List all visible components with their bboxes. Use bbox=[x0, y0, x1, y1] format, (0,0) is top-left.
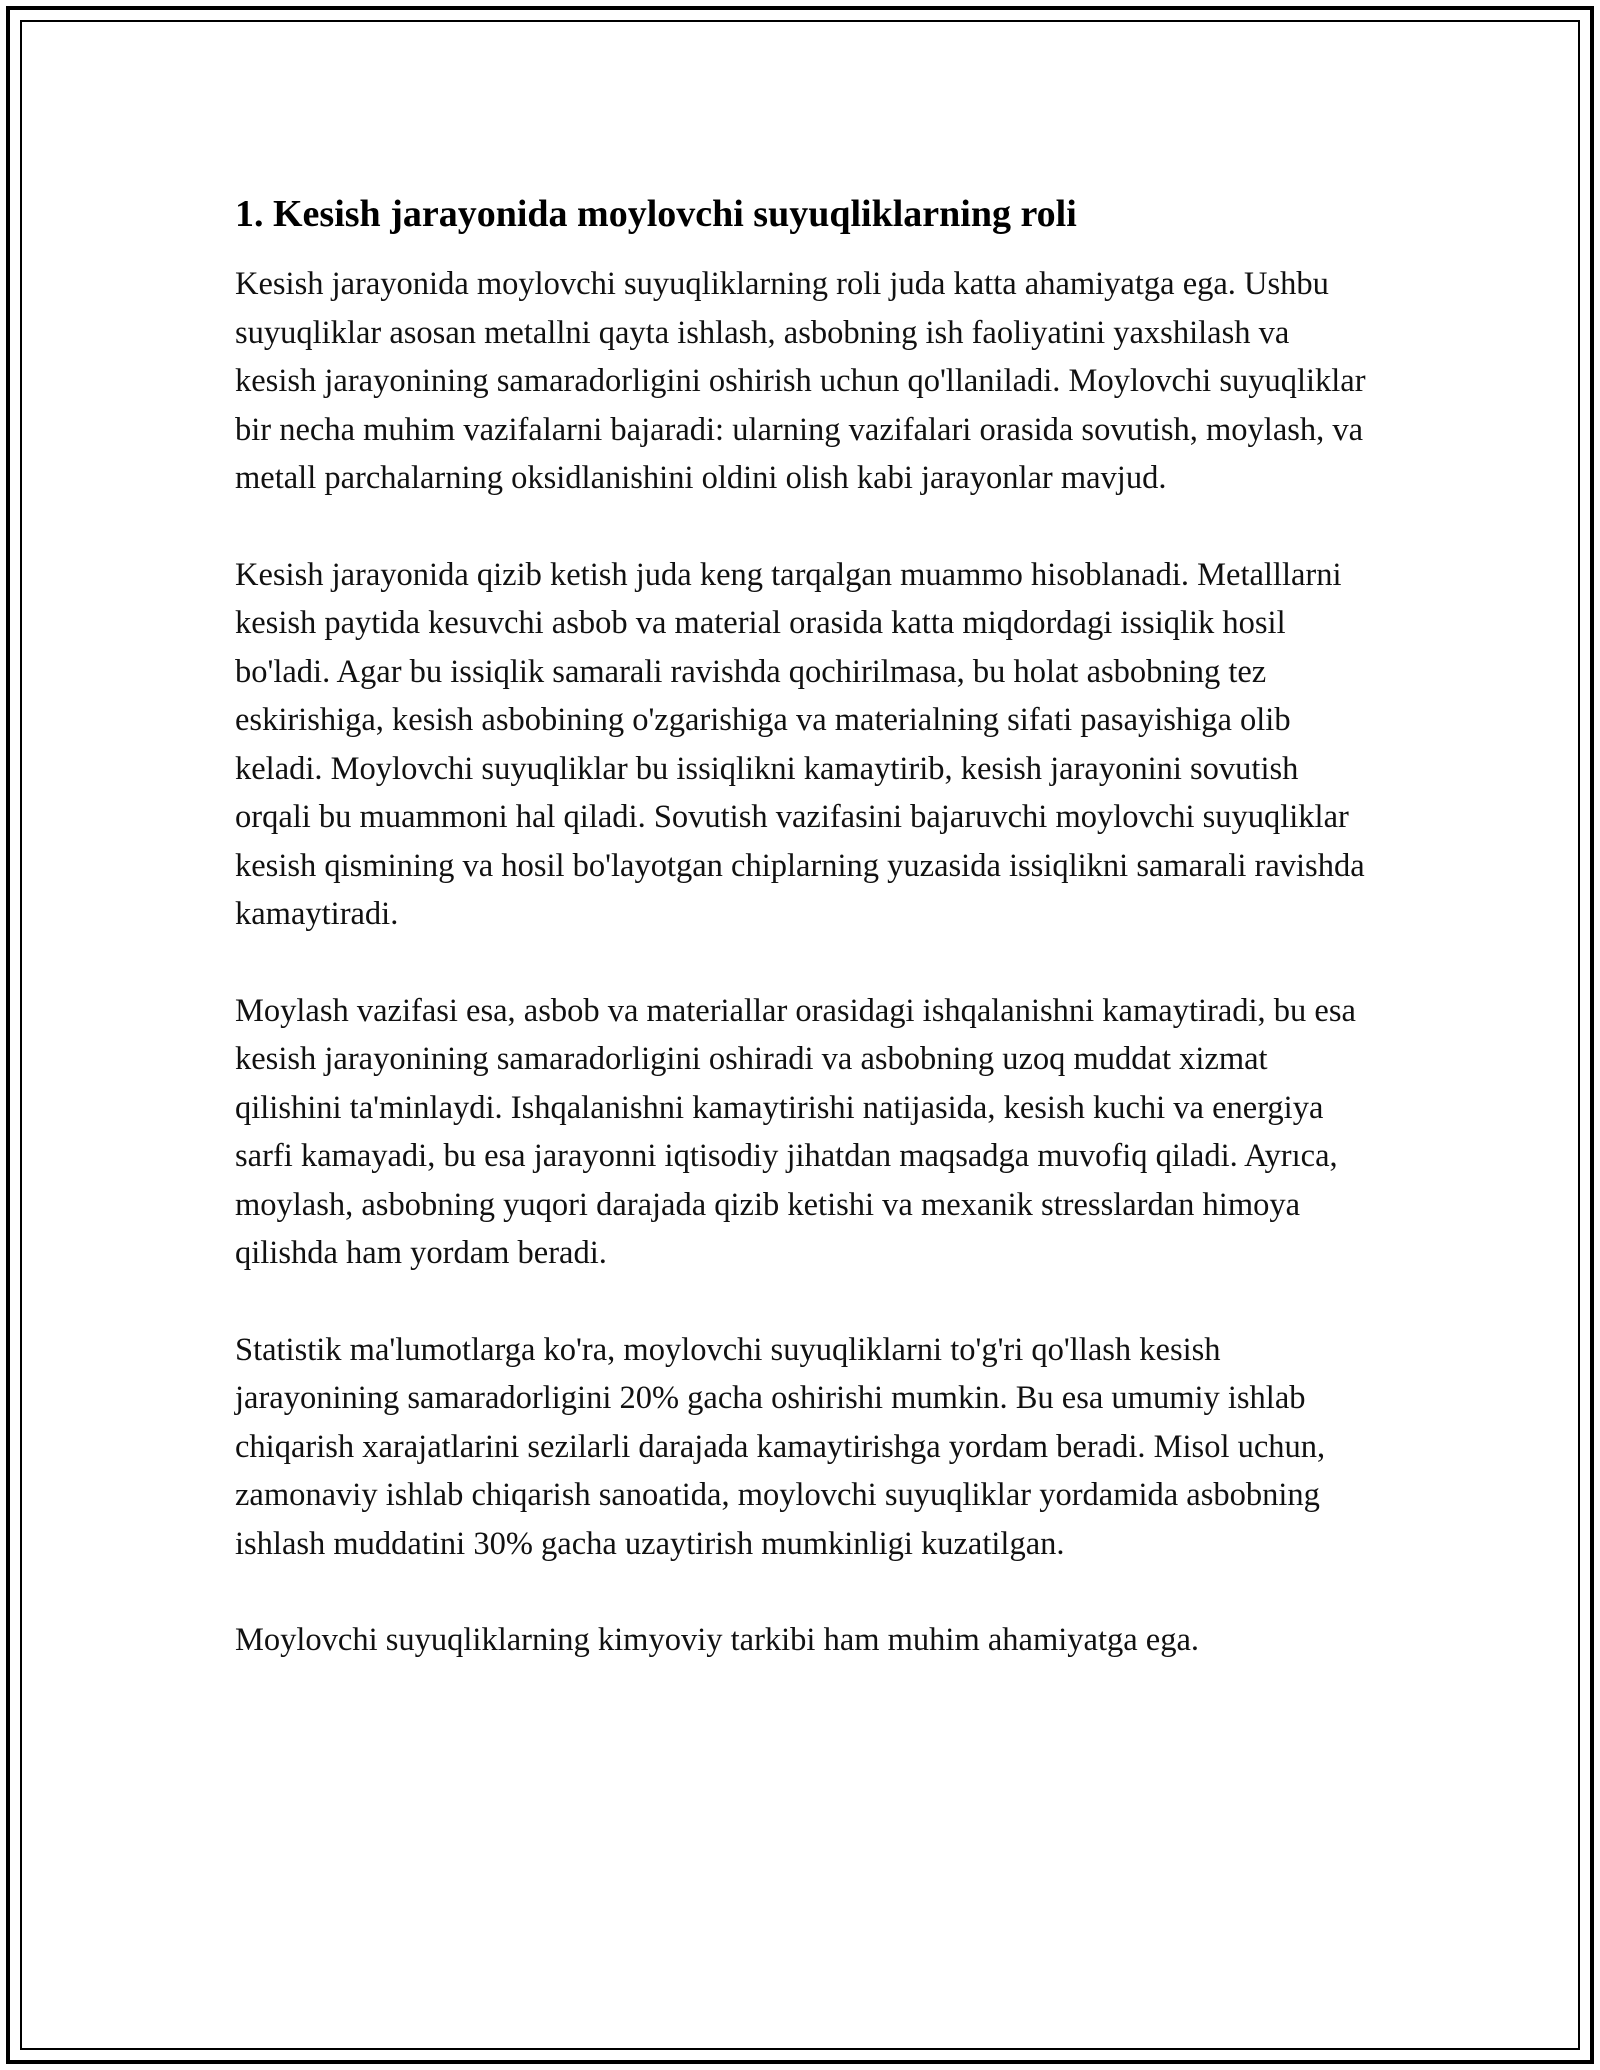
paragraph-chemistry: Moylovchi suyuqliklarning kimyoviy tarkibi ham muhim ahamiyatga ega. bbox=[235, 1622, 1200, 1658]
paragraph-lubrication: Moylash vazifasi esa, asbob va materiallar orasidagi ishqalanishni kamaytiradi, bu esa kesish jarayonining samaradorligini oshiradi va asbobning uzoq muddat xizmat qilishini ta'minlaydi. Ishqalanishni kamaytirishi natijasida, kesish kuchi va energiya sarfi kamayadi, bu esa jarayonni iqtisodiy jihatdan maqsadga muvofiq qiladi. Ayrıca, moylash, asbobning yuqori darajada qizib ketishi va mexanik stresslardan himoya qilishda ham yordam beradi. bbox=[235, 992, 1356, 1271]
paragraph-cooling: Kesish jarayonida qizib ketish juda keng tarqalgan muammo hisoblanadi. Metalllarni kesish paytida kesuvchi asbob va material orasida katta miqdordagi issiqlik hosil bo'ladi. Agar bu issiqlik samarali ravishda qochirilmasa, bu holat asbobning tez eskirishiga, kesish asbobining o'zgarishiga va materialning sifati pasayishiga olib keladi. Moylovchi suyuqliklar bu issiqlikni kamaytirib, kesish jarayonini sovutish orqali bu muammoni hal qiladi. Sovutish vazifasini bajaruvchi moylovchi suyuqliklar kesish qismining va hosil bo'layotgan chiplarning yuzasida issiqlikni samarali ravishda kamaytiradi. bbox=[235, 556, 1365, 932]
paragraph-statistics: Statistik ma'lumotlarga ko'ra, moylovchi suyuqliklarni to'g'ri qo'llash kesish jarayonining samaradorligini 20% gacha oshirishi mumkin. Bu esa umumiy ishlab chiqarish xarajatlarini sezilarli darajada kamaytirishga yordam beradi. Misol uchun, zamonaviy ishlab chiqarish sanoatida, moylovchi suyuqliklar yordamida asbobning ishlash muddatini 30% gacha uzaytirish mumkinligi kuzatilgan. bbox=[235, 1331, 1326, 1562]
document-body bbox=[235, 182, 1375, 1665]
paragraph-intro: Kesish jarayonida moylovchi suyuqliklarning roli juda katta ahamiyatga ega. Ushbu suyuqliklar asosan metallni qayta ishlash, asbobning ish faoliyatini yaxshilash va kesish jarayonining samaradorligini oshirish uchun qo'llaniladi. Moylovchi suyuqliklar bir necha muhim vazifalarni bajaradi: ularning vazifalari orasida sovutish, moylash, va metall parchalarning oksidlanishini oldini olish kabi jarayonlar mavjud. bbox=[235, 266, 1366, 496]
section-heading: 1. Kesish jarayonida moylovchi suyuqliklarning roli bbox=[235, 193, 1077, 235]
